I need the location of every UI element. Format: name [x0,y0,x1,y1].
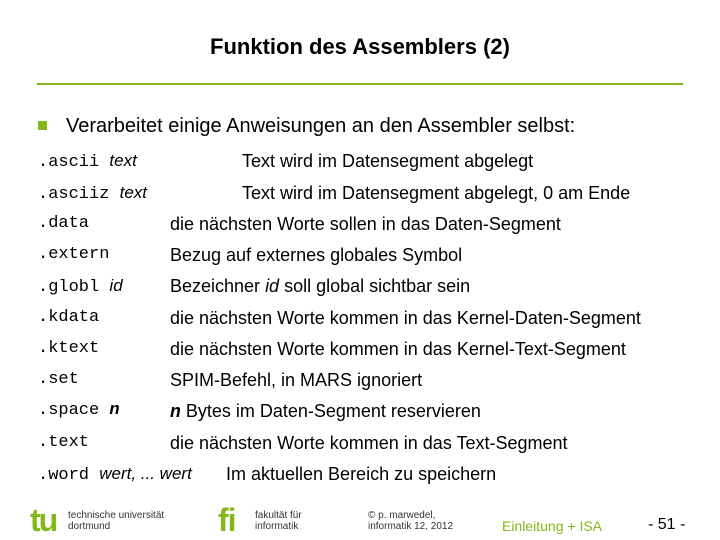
directive-cmd: .data [38,214,90,233]
directive-row-extern [38,245,708,273]
directive-cmd: .set [38,370,79,389]
directive-desc: Im aktuellen Bereich zu speichern [226,464,497,484]
directive-row-ktext [38,339,708,367]
tu-logo: tu [30,502,57,538]
directive-row-text [38,433,708,461]
author: © p. marwedel, informatik 12, 2012 [368,510,454,532]
directive-row-data [38,214,708,242]
tu-name: technische universität dortmund [68,510,165,532]
directive-cmd: .text [38,433,90,452]
directive-cmd: .asciiz text [38,183,148,204]
directive-desc: die nächsten Worte kommen in das Kernel-Text-Segment [170,339,626,359]
directive-row-kdata [38,308,708,336]
directive-cmd: .ktext [38,339,100,358]
directive-desc: die nächsten Worte kommen in das Text-Segment [170,433,568,453]
directive-cmd: .extern [38,245,110,264]
directive-cmd: .ascii text [38,151,137,172]
fi-name: fakultät für informatik [255,510,302,532]
bullet-marker [38,121,47,130]
directive-desc: Text wird im Datensegment abgelegt [242,151,534,171]
directive-cmd: .globl id [38,276,123,297]
directive-desc: SPIM-Befehl, in MARS ignoriert [170,370,423,390]
directive-desc: die nächsten Worte sollen in das Daten-Segment [170,214,561,234]
directive-row-ascii [38,151,708,179]
directive-row-word [38,464,708,492]
directive-desc: Bezeichner id soll global sichtbar sein [170,276,471,296]
section-label: Einleitung + ISA [502,518,603,534]
directive-desc: Text wird im Datensegment abgelegt, 0 am Ende [242,183,631,203]
directive-row-space [38,401,708,429]
title-rule [37,83,683,85]
directive-cmd: .space n [38,401,120,420]
directive-row-set [38,370,708,398]
directive-row-globl [38,276,708,304]
directive-desc: n Bytes im Daten-Segment reservieren [170,401,481,423]
directive-desc: Bezug auf externes globales Symbol [170,245,463,265]
footer [0,502,720,540]
directive-cmd: .kdata [38,308,100,327]
directive-row-asciiz [38,183,708,211]
fi-logo: fi [218,502,236,538]
directive-desc: die nächsten Worte kommen in das Kernel-Daten-Segment [170,308,641,328]
page-number: - 51 - [648,516,686,533]
slide-title: Funktion des Assemblers (2) [210,34,510,59]
intro-text: Verarbeitet einige Anweisungen an den Assembler selbst: [66,115,576,137]
directive-cmd: .word wert, ... wert [38,464,192,485]
